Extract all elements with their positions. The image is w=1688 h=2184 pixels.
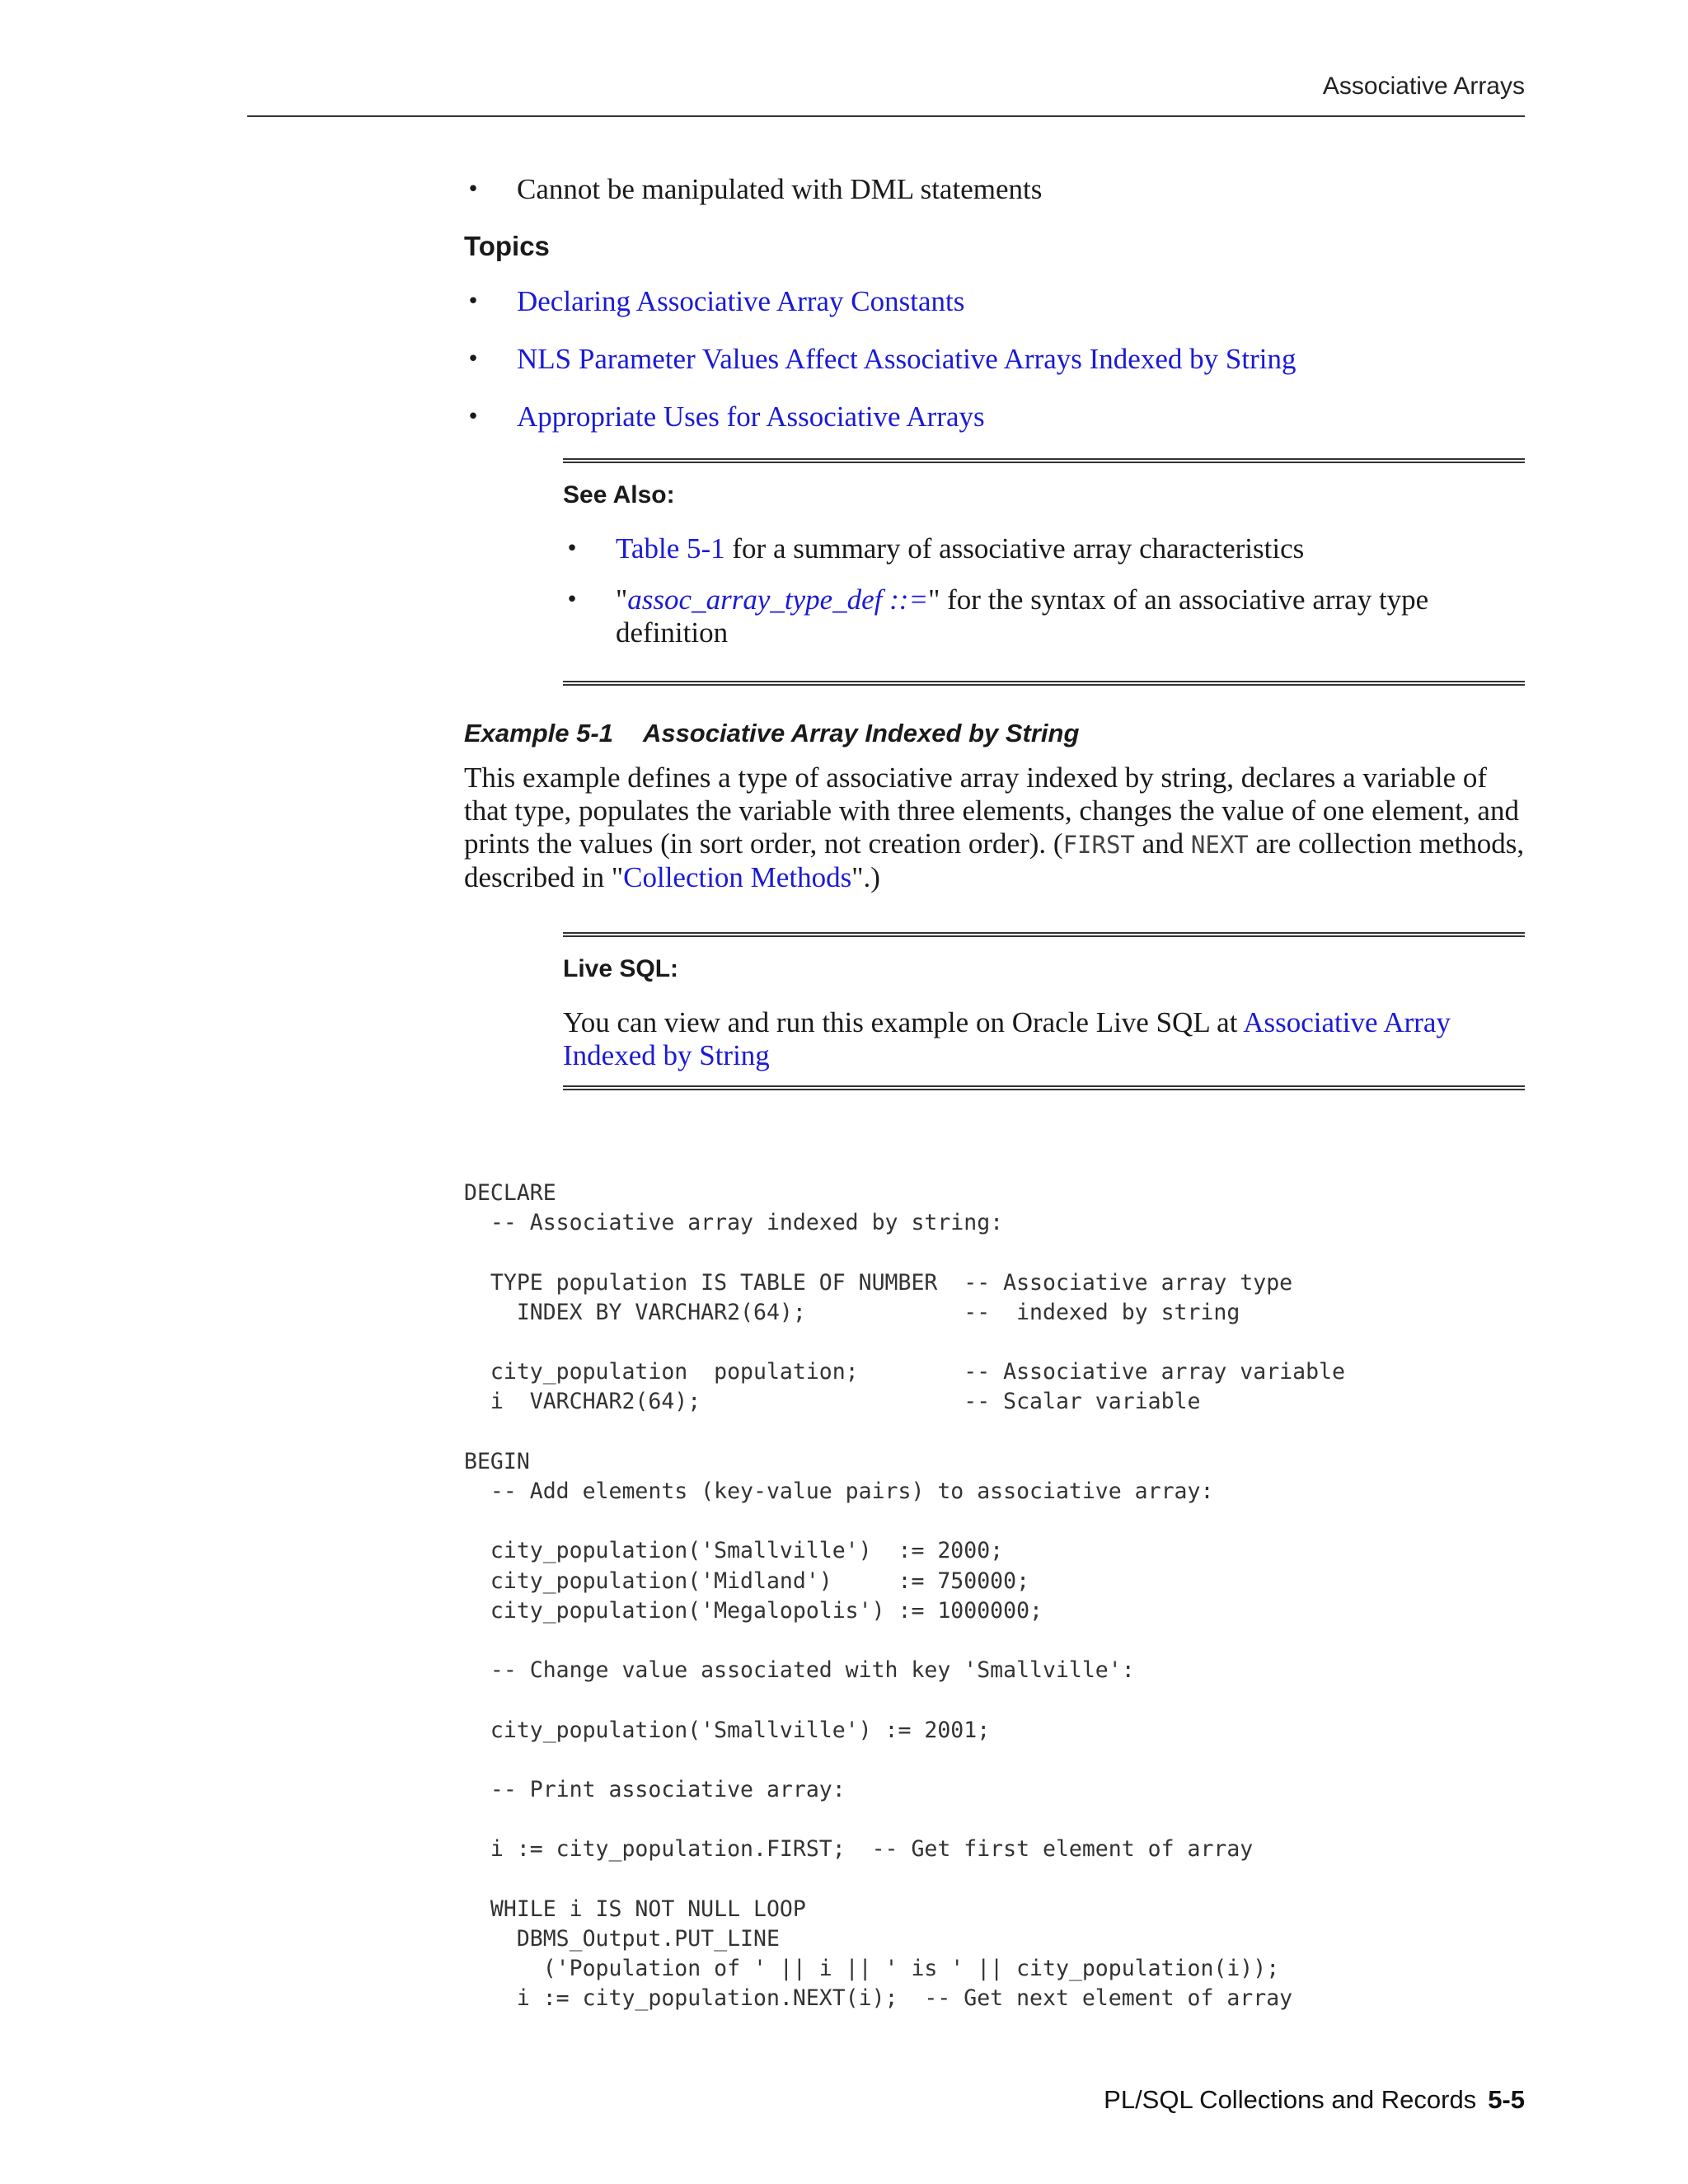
live-sql-example-link[interactable]: Associative Array Indexed by String — [563, 1006, 1451, 1071]
see-also-list — [563, 532, 1525, 649]
list-item — [464, 343, 1525, 376]
page-footer — [247, 2085, 1525, 2115]
list-item — [563, 532, 1525, 565]
list-item — [464, 401, 1525, 434]
list-item — [563, 583, 1525, 649]
list-item — [464, 173, 1525, 206]
running-header: Associative Arrays — [1322, 73, 1525, 100]
live-sql-box — [563, 932, 1525, 1090]
topics-list — [464, 285, 1525, 434]
code-first: FIRST — [1062, 831, 1135, 859]
topics-heading: Topics — [464, 231, 550, 261]
code-next: NEXT — [1190, 831, 1249, 859]
example-title-text: Associative Array Indexed by String — [642, 719, 1080, 748]
example-title — [464, 719, 1525, 748]
bullet-icon: • — [467, 405, 480, 429]
desc-text: are collection methods, described in " — [464, 827, 1525, 893]
quote-open: " — [616, 583, 628, 616]
code-listing: DECLARE -- Associative array indexed by string: TYPE population IS TABLE OF NUMBER -- Associative array type INDEX BY VARCHAR2(64); -- indexed by string city_population population; -- Associative array variable i VARCHAR2(64); -- Scalar variable BEGIN -- Add elements (key-value pairs) to associative array: city_population('Smallville') := 2000; city_population('Midland') := 750000; city_population('Megalopolis') := 1000000; -- Change value associated with key 'Smallville': city_population('Smallville') := 2001; -- Print associative array: i := city_population.FIRST; -- Get first element of array WHILE i IS NOT NULL LOOP DBMS_Output.PUT_LINE ('Population of ' || i || ' is ' || city_population(i)); i := city_population.NEXT(i); -- Get next element of array — [464, 1180, 1345, 2012]
bullet-icon: • — [467, 347, 480, 372]
intro-bullet-text: Cannot be manipulated with DML statements — [517, 173, 1043, 205]
list-item — [464, 285, 1525, 318]
main-content — [464, 173, 1525, 1090]
bullet-icon: • — [565, 537, 579, 561]
desc-text: and — [1134, 827, 1191, 860]
see-also-box — [563, 458, 1525, 686]
intro-list — [464, 173, 1525, 206]
live-sql-heading: Live SQL: — [563, 955, 679, 982]
footer-chapter: PL/SQL Collections and Records — [1104, 2085, 1477, 2114]
example-number: Example 5-1 — [464, 719, 613, 748]
bullet-icon: • — [467, 177, 480, 202]
see-also-item2-text: " for the syntax of an associative array type definition — [616, 583, 1429, 649]
live-sql-body: You can view and run this example on Oracle Live SQL at — [563, 1006, 1244, 1038]
live-sql-text — [563, 1006, 1525, 1072]
topic-link-appropriate-uses[interactable]: Appropriate Uses for Associative Arrays — [517, 401, 985, 433]
desc-text: This example defines a type of associative array indexed by string, declares a variable of that type, populates the variable with three elements, changes the value of one element, and prints the values (in sort order, not creation order). ( — [464, 762, 1519, 860]
bullet-icon: • — [565, 588, 579, 612]
bullet-icon: • — [467, 289, 480, 314]
topic-link-declaring-constants[interactable]: Declaring Associative Array Constants — [517, 285, 965, 317]
desc-text: ".) — [851, 861, 880, 893]
example-description — [464, 762, 1525, 894]
header-rule — [247, 115, 1525, 117]
collection-methods-link[interactable]: Collection Methods — [623, 861, 852, 893]
see-also-heading: See Also: — [563, 481, 675, 509]
assoc-array-type-def-link[interactable]: assoc_array_type_def ::= — [627, 583, 929, 616]
see-also-item1-text: for a summary of associative array characteristics — [724, 532, 1305, 565]
topic-link-nls-parameter-values[interactable]: NLS Parameter Values Affect Associative Arrays Indexed by String — [517, 343, 1296, 375]
table-5-1-link[interactable]: Table 5-1 — [616, 532, 725, 565]
page-number: 5-5 — [1488, 2085, 1525, 2114]
